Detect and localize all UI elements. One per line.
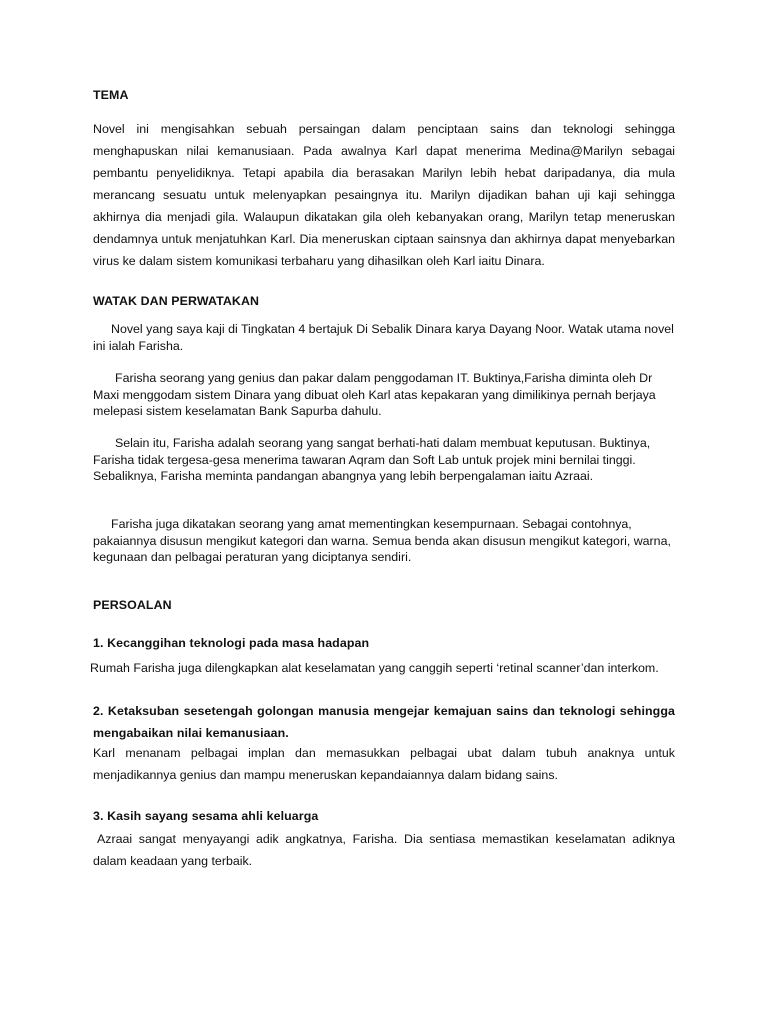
persoalan-item-1-title: 1. Kecanggihan teknologi pada masa hadapan [93,636,370,650]
persoalan-item-2-title: 2. Ketaksuban sesetengah golongan manusia mengejar kemajuan sains dan teknologi sehingga mengabaikan nilai kemanusiaan. [93,704,675,740]
persoalan-heading: PERSOALAN [93,598,172,612]
persoalan-item-3-title: 3. Kasih sayang sesama ahli keluarga [93,809,319,823]
persoalan-item-3-body: Azraai sangat menyayangi adik angkatnya, Farisha. Dia sentiasa memastikan keselamatan adiknya dalam keadaan yang terbaik. [93,832,675,868]
watak-paragraph-4: Farisha juga dikatakan seorang yang amat mementingkan kesempurnaan. Sebagai contohnya, pakaiannya disusun mengikut kategori dan warna. Semua benda akan disusun mengikut kategori, warna, kegunaan dan pelbagai peraturan yang diciptanya sendiri. [93,517,671,564]
watak-paragraph-3: Selain itu, Farisha adalah seorang yang sangat berhati-hati dalam membuat keputusan. Buktinya, Farisha tidak tergesa-gesa menerima tawaran Aqram dan Soft Lab untuk projek mini bernilai tinggi. Sebaliknya, Farisha meminta pandangan abangnya yang lebih berpengalaman iaitu Azraai. [93,436,651,483]
persoalan-item-1-body: Rumah Farisha juga dilengkapkan alat keselamatan yang canggih seperti ‘retinal scanner’dan interkom. [90,661,659,675]
tema-paragraph: Novel ini mengisahkan sebuah persaingan dalam penciptaan sains dan teknologi sehingga menghapuskan nilai kemanusiaan. Pada awalnya Karl dapat menerima Medina@Marilyn sebagai pembantu penyelidiknya. Tetapi apabila dia berasakan Marilyn lebih hebat daripadanya, dia mula merancang sesuatu untuk melenyapkan pesaingnya itu. Marilyn dijadikan bahan uji kaji sehingga akhirnya dia menjadi gila. Walaupun dikatakan gila oleh kebanyakan orang, Marilyn tetap meneruskan dendamnya untuk menjatuhkan Karl. Dia meneruskan ciptaan sainsnya dan akhirnya dapat menyebarkan virus ke dalam sistem komunikasi terbaharu yang dihasilkan oleh Karl iaitu Dinara. [93,122,675,268]
persoalan-item-2-body: Karl menanam pelbagai implan dan memasukkan pelbagai ubat dalam tubuh anaknya untuk menjadikannya genius dan mampu meneruskan kepandaiannya dalam bidang sains. [93,746,675,782]
tema-heading: TEMA [93,88,129,102]
watak-paragraph-1: Novel yang saya kaji di Tingkatan 4 bertajuk Di Sebalik Dinara karya Dayang Noor. Watak utama novel ini ialah Farisha. [93,322,674,353]
watak-paragraph-2: Farisha seorang yang genius dan pakar dalam penggodaman IT. Buktinya,Farisha diminta oleh Dr Maxi menggodam sistem Dinara yang dibuat oleh Karl atas kepakaran yang dimilikinya pernah berjaya melepasi sistem keselamatan Bank Sapurba dahulu. [93,371,656,418]
watak-heading: WATAK DAN PERWATAKAN [93,294,260,308]
